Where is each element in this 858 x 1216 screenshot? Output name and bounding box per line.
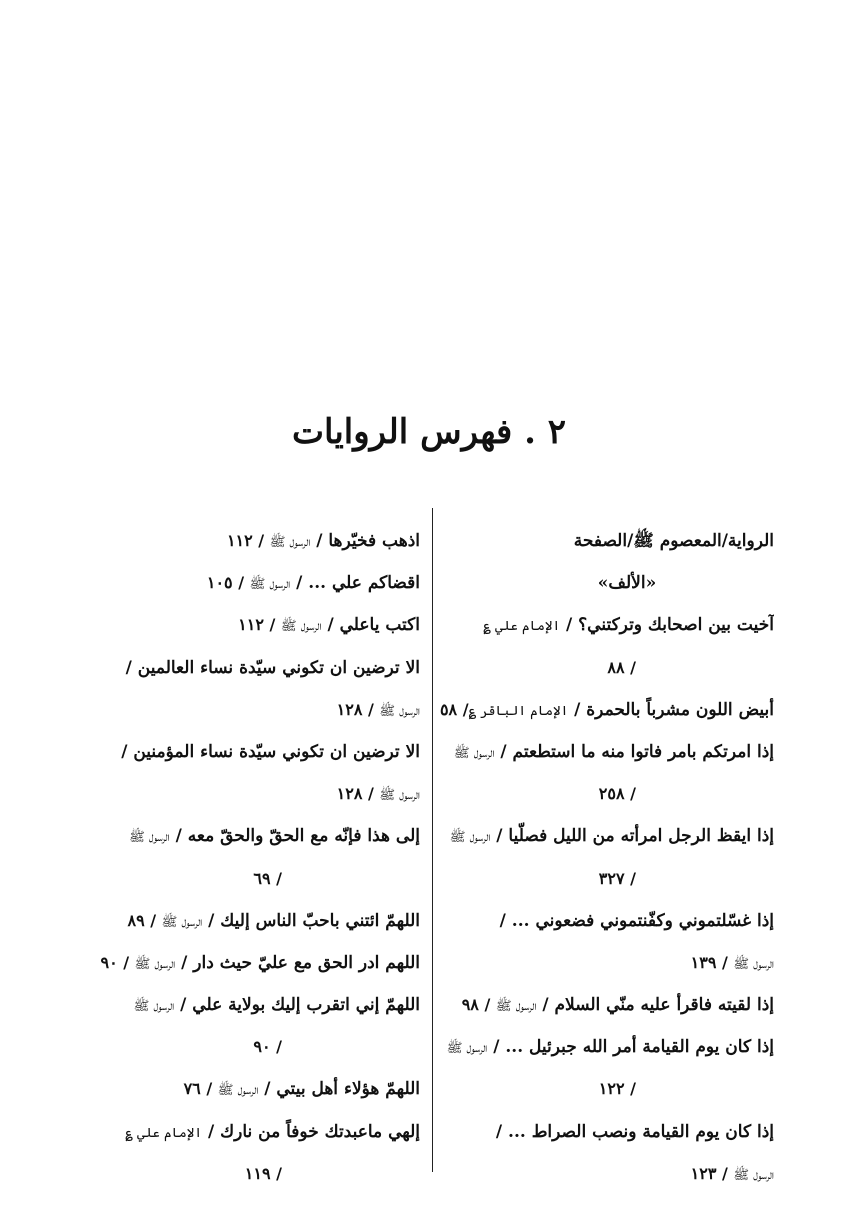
entry-text: إذا غسّلتموني وكفّنتموني فضعوني ... / [499,910,774,931]
index-entry-line [440,1111,774,1153]
entry-page-number: / ٣٢٧ [598,868,636,888]
entry-narrator: الرسول ﷺ [129,830,170,846]
entry-page-number: / ٨٩ [127,910,162,930]
index-entry-line [440,520,774,562]
index-entry-line [440,1068,774,1110]
page-title: ٢ . فهرس الروايات [291,412,567,452]
index-entry-line [440,1026,774,1068]
index-entry-line [82,1068,420,1110]
entry-text: إذا ايقظ الرجل امرأته من الليل فصلّيا / [490,826,774,847]
entry-page-number: / ١٠٥ [206,573,250,593]
entry-narrator: الرسول ﷺ [133,999,175,1015]
index-entry-line [82,1026,420,1068]
entry-narrator: الرسول ﷺ [249,577,291,593]
index-entry-line [440,900,774,942]
entry-text: أبيض اللون مشرباً بالحمرة / [568,699,774,720]
entry-text: إذا لقيته فاقرأ عليه منّي السلام / [536,995,774,1016]
entry-page-number: / ٨٨ [607,657,636,677]
entry-page-number: / ٢٥٨ [598,784,636,804]
index-entry-line [82,942,420,984]
index-entry-line [82,689,420,731]
entry-text: «الألف» [597,573,657,594]
entry-narrator: الرسول ﷺ [733,956,774,972]
entry-narrator: الإمام الباقر ؏ [468,703,569,719]
index-entry-line [440,984,774,1026]
index-entry-line [82,731,420,773]
entry-text: الا ترضين ان تكوني سيّدة نساء العالمين / [125,657,420,678]
entry-page-number: / ٦٩ [253,868,282,888]
entry-text: اللهمّ هؤلاء أهل بيتي / [258,1079,420,1100]
index-entry-line [440,731,774,773]
index-entry-line [82,1111,420,1153]
entry-narrator: الرسول ﷺ [134,956,176,972]
entry-text: إلهي ماعبدتك خوفاً من نارك / [202,1121,420,1142]
index-entry-line [440,773,774,815]
entry-page-number: / ١٢٨ [336,699,380,719]
entry-text: إذا كان يوم القيامة أمر الله جبرئيل ... / [487,1037,774,1058]
entry-narrator: الرسول ﷺ [280,619,322,635]
index-entry-line [82,647,420,689]
entry-text: اقضاكم علي ... / [290,573,420,594]
column-divider [432,508,433,1172]
index-entry-line [82,858,420,900]
entry-text: آخيت بين اصحابك وتركتني؟ / [560,615,774,636]
index-entry-line [440,1153,774,1195]
entry-text: الا ترضين ان تكوني سيّدة نساء المؤمنين / [121,741,420,762]
entry-narrator: الرسول ﷺ [446,1041,488,1057]
index-entry-line [440,858,774,900]
entry-page-number: / ٩٠ [253,1037,282,1057]
index-entry-line [440,942,774,984]
index-entry-line [82,1153,420,1195]
index-column-left [82,520,420,1195]
entry-narrator: الرسول ﷺ [733,1167,774,1183]
entry-text: اللهم ادر الحق مع عليّ حيث دار / [175,952,420,973]
index-entry-line [440,815,774,857]
entry-narrator: الرسول ﷺ [449,830,491,846]
entry-page-number: / ١٣٩ [690,952,734,972]
index-entry-line [82,562,420,604]
index-entry-line [82,984,420,1026]
entry-page-number: / ٥٨ [440,699,469,719]
entry-narrator: الرسول ﷺ [453,745,495,761]
entry-text: إذا امرتكم بامر فاتوا منه ما استطعتم / [494,741,774,762]
entry-text: اكتب ياعلي / [321,615,420,636]
entry-narrator: الإمام علي ؏ [125,1125,203,1141]
entry-text: الرواية/المعصوم ﷺ/الصفحة [573,531,774,551]
index-entry-line [82,604,420,646]
entry-text: إلى هذا فإنّه مع الحقّ والحقّ معه / [169,826,420,847]
entry-page-number: / ٧٦ [183,1079,218,1099]
index-entry-line [440,604,774,646]
entry-page-number: / ٩٨ [461,995,496,1015]
index-entry-line [440,562,774,604]
entry-narrator: الرسول ﷺ [217,1083,259,1099]
entry-narrator: الإمام علي ؏ [483,619,561,635]
entry-narrator: الرسول ﷺ [269,535,311,550]
index-entry-line [440,689,774,731]
entry-narrator: الرسول ﷺ [161,914,203,930]
entry-text: اللهمّ إني اتقرب إليك بولاية علي / [174,995,420,1016]
entry-text: إذا كان يوم القيامة ونصب الصراط ... / [495,1121,774,1142]
index-column-right [440,520,774,1195]
entry-narrator: الرسول ﷺ [379,788,420,804]
index-entry-line [82,815,420,857]
index-entry-line [82,773,420,815]
entry-narrator: الرسول ﷺ [379,703,420,719]
index-entry-line [82,900,420,942]
index-entry-line [82,520,420,562]
entry-page-number: / ١١٩ [244,1163,282,1183]
entry-text: اذهب فخيّرها / [310,531,420,551]
entry-page-number: / ١٢٣ [690,1163,734,1183]
entry-page-number: / ١٢٢ [598,1079,636,1099]
entry-page-number: / ١١٢ [238,615,281,635]
entry-text: اللهمّ ائتني باحبّ الناس إليك / [202,910,420,931]
entry-page-number: / ١٢٨ [336,784,380,804]
entry-page-number: / ٩٠ [100,952,135,972]
index-entry-line [440,647,774,689]
entry-narrator: الرسول ﷺ [495,999,537,1015]
entry-page-number: / ١١٢ [226,531,270,550]
